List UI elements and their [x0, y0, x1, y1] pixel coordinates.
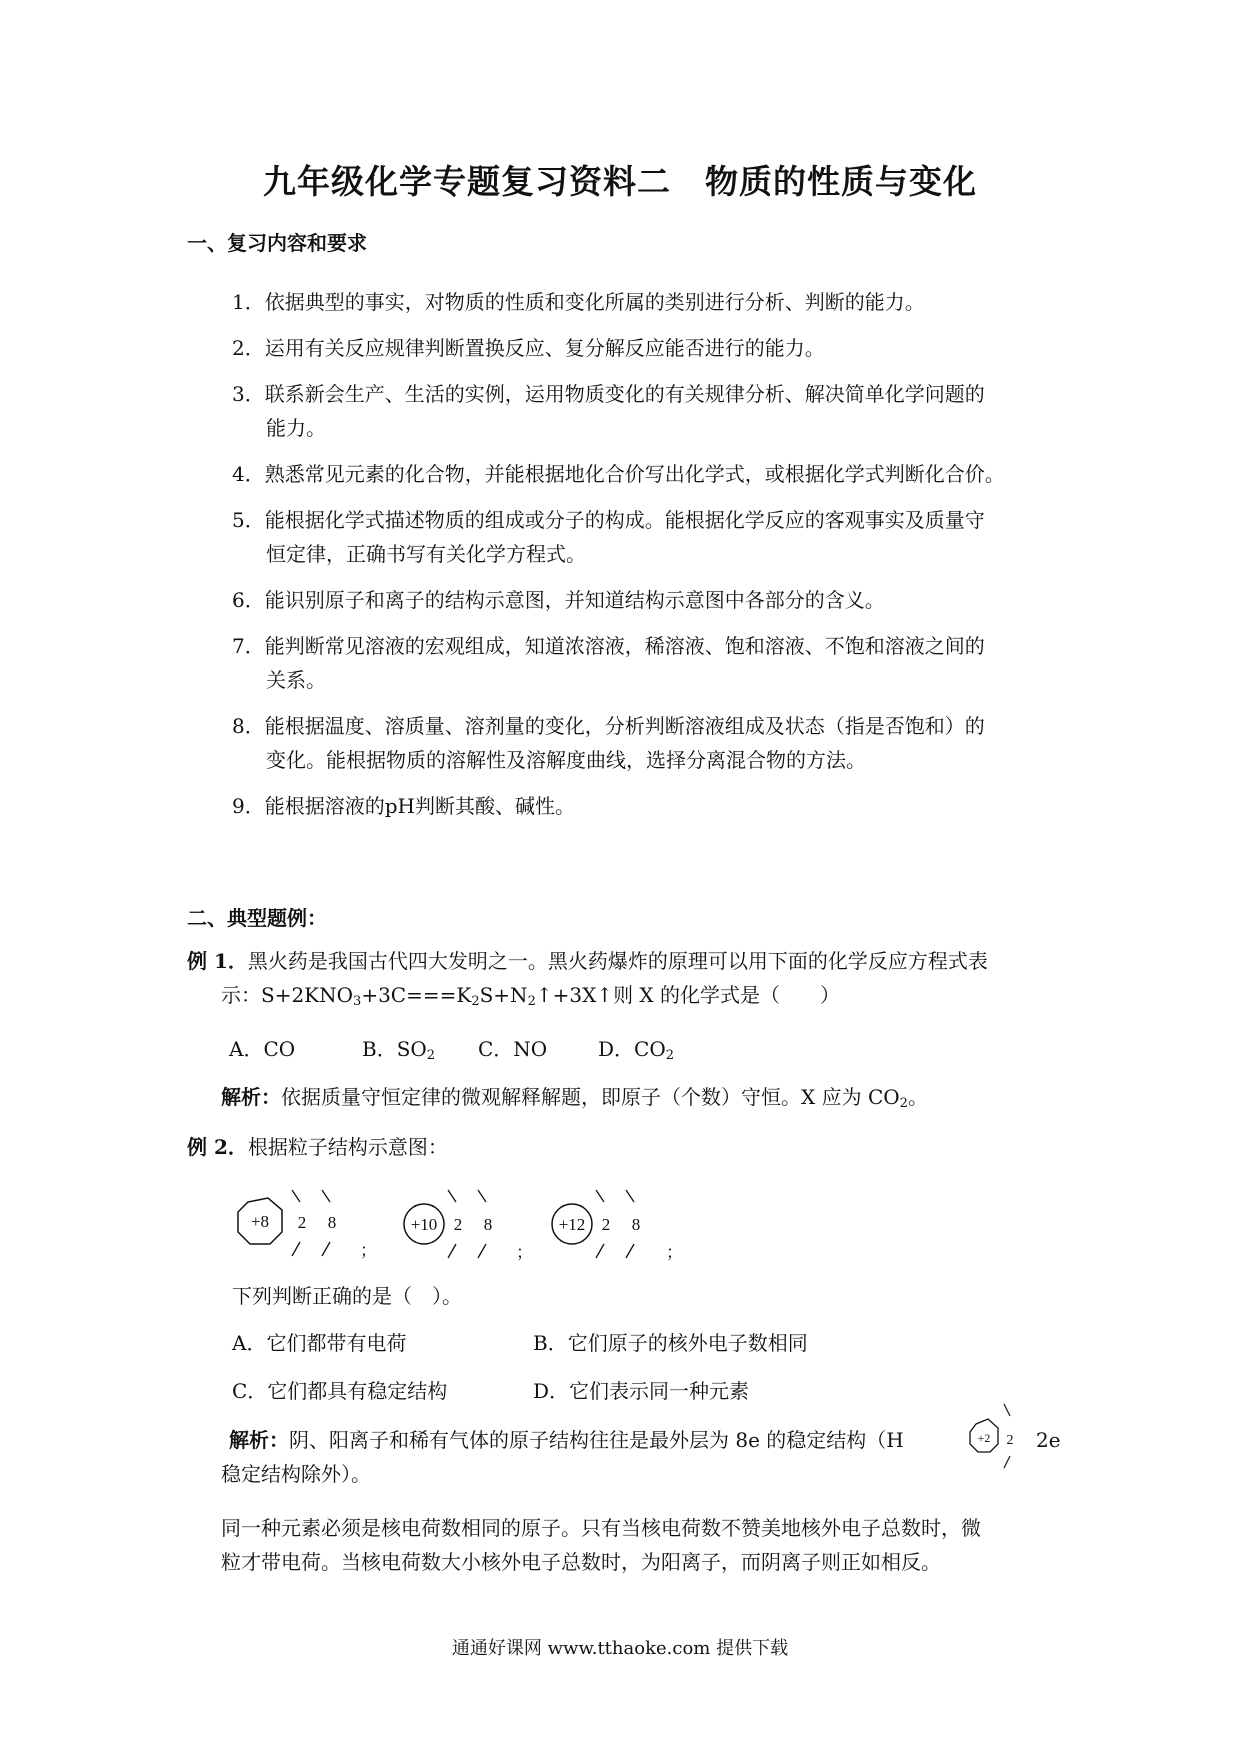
example1-line1	[187, 944, 988, 978]
atom-diagrams	[230, 1186, 710, 1266]
example1-analysis	[221, 1080, 928, 1121]
list-item: 1．依据典型的事实，对物质的性质和变化所属的类别进行分析、判断的能力。	[232, 290, 925, 314]
example2-para2: 粒才带电荷。当核电荷数大小核外电子总数时，为阳离子，而阴离子则正如相反。	[221, 1550, 941, 1574]
shell-1: 2	[453, 1215, 463, 1234]
arc-top	[322, 1190, 330, 1202]
analysis-text: 依据质量守恒定律的微观解释解题，即原子（个数）守恒。X 应为 CO	[281, 1085, 900, 1109]
eq-sub: 2	[471, 994, 480, 1009]
example2-label: 例 2．	[187, 1135, 248, 1159]
analysis-text: 。	[907, 1085, 928, 1109]
option-sub: 2	[665, 1048, 675, 1063]
analysis-sub: 2	[899, 1096, 908, 1111]
list-item: 4．熟悉常见元素的化合物，并能根据地化合价写出化学式，或根据化学式判断化合价。	[232, 462, 1005, 486]
example1-label: 例 1．	[187, 949, 248, 973]
list-item: 8．能根据温度、溶质量、溶剂量的变化，分析判断溶液组成及状态（指是否饱和）的	[232, 714, 985, 738]
option-text: B．SO	[362, 1037, 427, 1061]
arc-bottom	[1004, 1456, 1010, 1468]
helium-diagram	[964, 1402, 1024, 1472]
arc-bottom	[322, 1242, 330, 1256]
eq-part: 示：S+2KNO	[221, 983, 354, 1007]
eq-sub: 2	[527, 994, 536, 1009]
arc-bottom	[478, 1244, 486, 1258]
option-c: C．NO	[478, 1037, 548, 1061]
arc-bottom	[292, 1242, 300, 1256]
list-item: 5．能根据化学式描述物质的组成或分子的构成。能根据化学反应的客观事实及质量守	[232, 508, 985, 532]
separator: ；	[516, 1243, 533, 1262]
option-b	[362, 1032, 435, 1073]
nucleus-charge: +8	[250, 1212, 270, 1231]
eq-sub: 3	[353, 994, 362, 1009]
list-item-cont: 变化。能根据物质的溶解性及溶解度曲线，选择分离混合物的方法。	[266, 748, 866, 772]
shell-2: 8	[631, 1215, 641, 1234]
analysis-label: 解析：	[229, 1428, 289, 1452]
page-title: 九年级化学专题复习资料二 物质的性质与变化	[263, 162, 977, 201]
option-d	[598, 1032, 674, 1073]
example2-analysis-line2: 稳定结构除外）。	[221, 1462, 371, 1486]
list-item: 2．运用有关反应规律判断置换反应、复分解反应能否进行的能力。	[232, 336, 825, 360]
option-a: A．CO	[229, 1037, 296, 1061]
example2-para1: 同一种元素必须是核电荷数相同的原子。只有当核电荷数不赞美地核外电子总数时，微	[221, 1516, 981, 1540]
option-a: A．它们都带有电荷	[232, 1331, 407, 1355]
example2-question: 下列判断正确的是（ ）。	[232, 1284, 462, 1308]
example1-equation	[221, 978, 840, 1019]
list-item: 6．能识别原子和离子的结构示意图，并知道结构示意图中各部分的含义。	[232, 588, 885, 612]
shell-1: 2	[297, 1213, 307, 1232]
arc-top	[1004, 1404, 1010, 1416]
list-item-cont: 能力。	[266, 416, 326, 440]
option-d: D．它们表示同一种元素	[533, 1379, 750, 1403]
separator: ；	[360, 1241, 377, 1260]
option-sub: 2	[426, 1048, 436, 1063]
shell-1: 2	[601, 1215, 611, 1234]
list-item: 7．能判断常见溶液的宏观组成，知道浓溶液，稀溶液、饱和溶液、不饱和溶液之间的	[232, 634, 985, 658]
arc-bottom	[448, 1244, 456, 1258]
eq-part: S+N	[479, 983, 528, 1007]
list-item-cont: 恒定律，正确书写有关化学方程式。	[266, 542, 586, 566]
arc-top	[478, 1190, 486, 1202]
atom-diagram-oxygen	[238, 1190, 377, 1260]
nucleus-charge: +12	[558, 1215, 586, 1234]
shell-2: 8	[327, 1213, 337, 1232]
option-b: B．它们原子的核外电子数相同	[533, 1331, 808, 1355]
example1-text: 黑火药是我国古代四大发明之一。黑火药爆炸的原理可以用下面的化学反应方程式表	[247, 949, 988, 973]
eq-part: ↑+3X↑则 X 的化学式是（ ）	[535, 983, 841, 1007]
page-footer: 通通好课网 www.tthaoke.com 提供下载	[451, 1638, 789, 1659]
example2-line1	[187, 1130, 448, 1164]
option-c: C．它们都具有稳定结构	[232, 1379, 448, 1403]
arc-bottom	[596, 1244, 604, 1258]
list-item-cont: 关系。	[266, 668, 326, 692]
arc-top	[626, 1190, 634, 1202]
list-item: 9．能根据溶液的pH判断其酸、碱性。	[232, 794, 575, 818]
shell-2: 8	[483, 1215, 493, 1234]
arc-top	[448, 1190, 456, 1202]
section2-heading: 二、典型题例：	[187, 906, 327, 930]
analysis-text: 阴、阳离子和稀有气体的原子结构往往是最外层为 8e 的稳定结构（H	[289, 1428, 904, 1452]
example2-text: 根据粒子结构示意图：	[247, 1135, 448, 1159]
separator: ；	[666, 1243, 683, 1262]
eq-part: +3C===K	[361, 983, 472, 1007]
section1-heading: 一、复习内容和要求	[187, 231, 367, 255]
nucleus-charge: +2	[977, 1431, 991, 1445]
analysis-tail: 2e	[1036, 1428, 1061, 1452]
nucleus-charge: +10	[410, 1215, 438, 1234]
arc-bottom	[626, 1244, 634, 1258]
example2-analysis-line1	[229, 1423, 904, 1457]
arc-top	[292, 1190, 300, 1202]
atom-diagram-neon	[404, 1190, 533, 1262]
list-item: 3．联系新会生产、生活的实例，运用物质变化的有关规律分析、解决简单化学问题的	[232, 382, 985, 406]
atom-diagram-magnesium	[552, 1190, 683, 1262]
arc-top	[596, 1190, 604, 1202]
option-text: D．CO	[598, 1037, 666, 1061]
analysis-label: 解析：	[221, 1085, 281, 1109]
shell-1: 2	[1006, 1433, 1014, 1448]
